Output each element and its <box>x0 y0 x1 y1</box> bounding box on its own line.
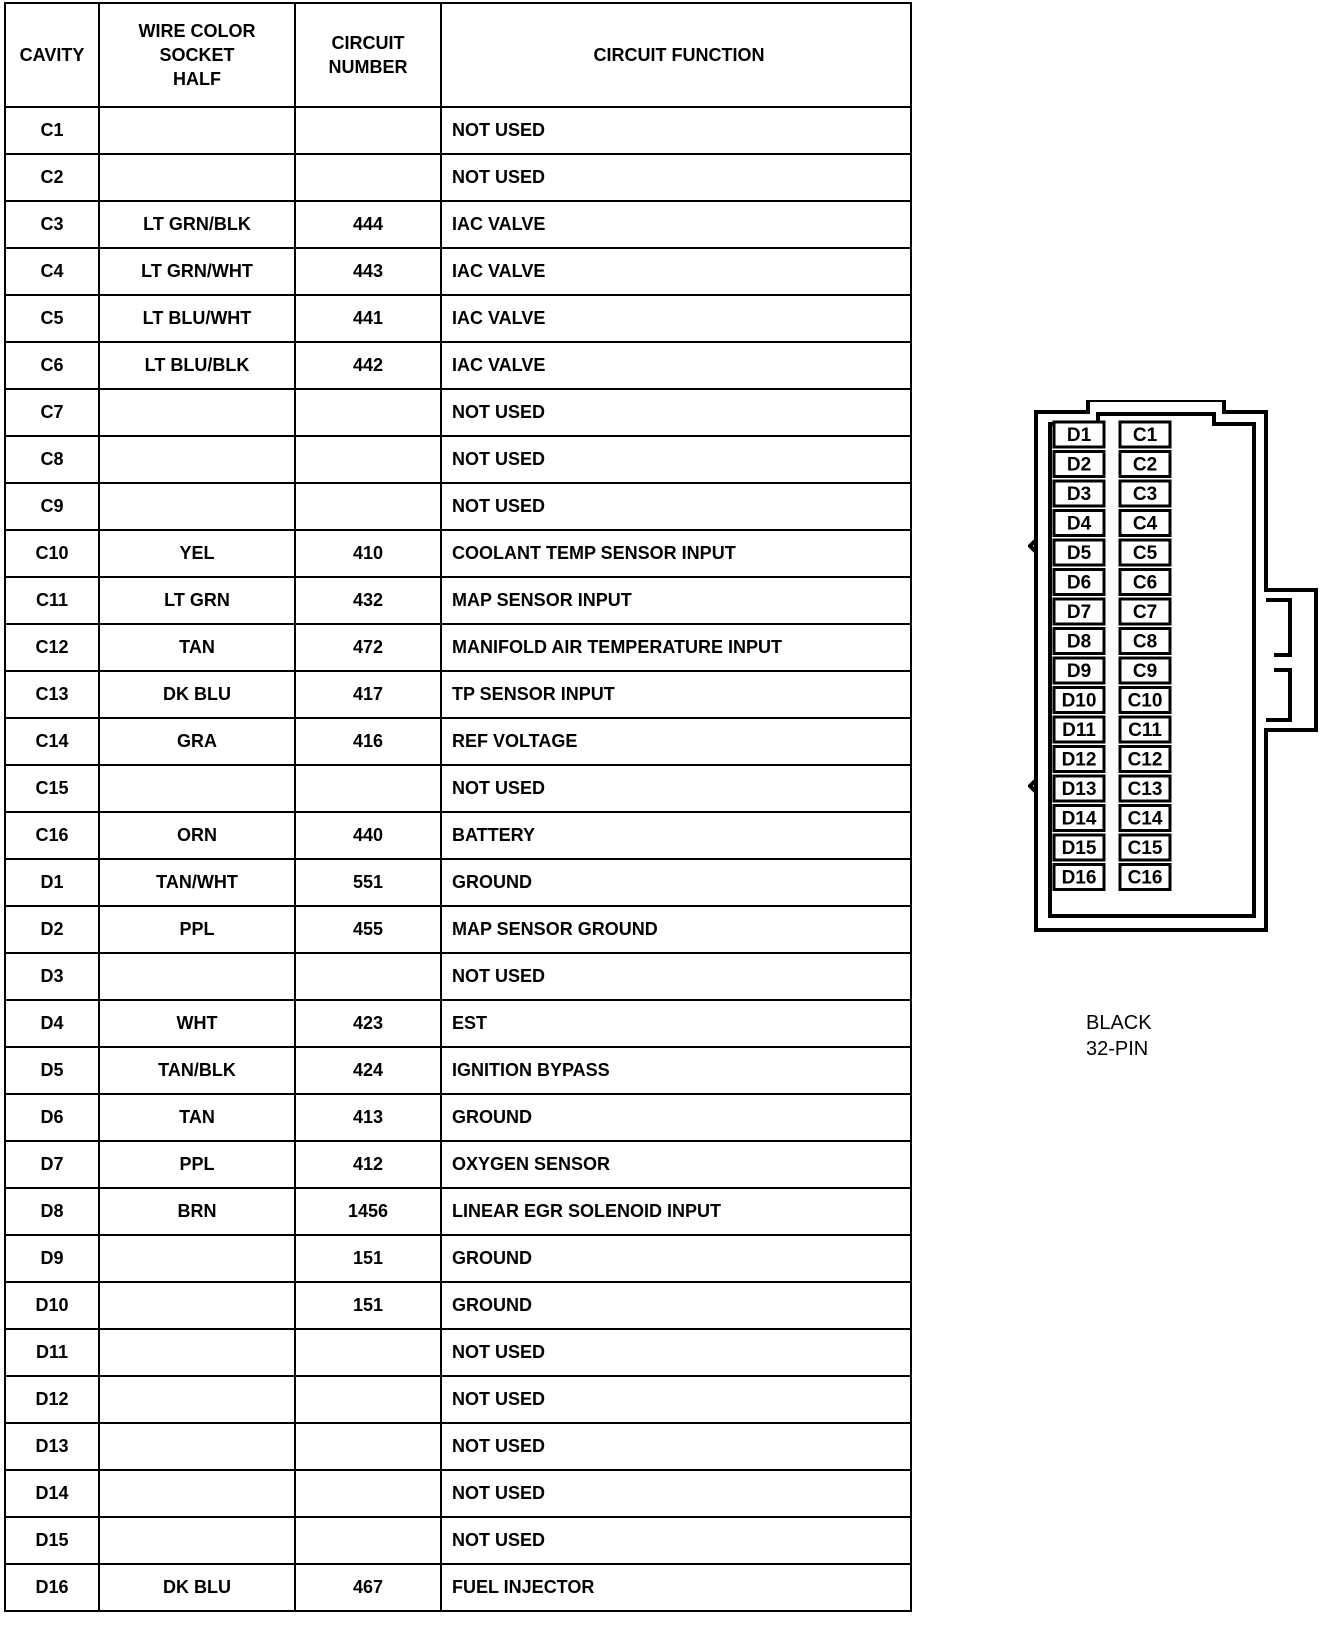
pin-label: C14 <box>1127 808 1163 830</box>
table-row <box>5 436 911 483</box>
circuit-number-cell: 443 <box>295 248 441 295</box>
circuit-number-cell: 551 <box>295 859 441 906</box>
cavity-cell: C16 <box>5 812 99 859</box>
cavity-cell: D2 <box>5 906 99 953</box>
circuit-function-cell: NOT USED <box>441 107 911 154</box>
wire-color-cell: DK BLU <box>99 671 295 718</box>
table-row <box>5 154 911 201</box>
pin-label: C10 <box>1127 690 1163 712</box>
cavity-cell: D16 <box>5 1564 99 1611</box>
circuit-number-cell: 1456 <box>295 1188 441 1235</box>
table-row <box>5 1282 911 1329</box>
cavity-cell: C2 <box>5 154 99 201</box>
table-row <box>5 342 911 389</box>
table-row <box>5 1188 911 1235</box>
cavity-cell: C6 <box>5 342 99 389</box>
wire-color-cell <box>99 765 295 812</box>
circuit-function-cell: IGNITION BYPASS <box>441 1047 911 1094</box>
pin-label: D3 <box>1066 484 1092 505</box>
table-row <box>5 812 911 859</box>
circuit-number-cell <box>295 154 441 201</box>
circuit-function-cell: NOT USED <box>441 154 911 201</box>
wire-color-cell <box>99 1235 295 1282</box>
pin-label: C6 <box>1132 572 1158 594</box>
cavity-cell: C4 <box>5 248 99 295</box>
cavity-cell: C1 <box>5 107 99 154</box>
wire-color-cell: PPL <box>99 1141 295 1188</box>
cavity-cell: C10 <box>5 530 99 577</box>
circuit-function-cell: NOT USED <box>441 1329 911 1376</box>
table-row <box>5 295 911 342</box>
wire-color-cell <box>99 107 295 154</box>
pin-label: D9 <box>1066 661 1092 682</box>
cavity-cell: D6 <box>5 1094 99 1141</box>
wire-color-cell: LT BLU/BLK <box>99 342 295 389</box>
circuit-number-cell <box>295 953 441 1000</box>
circuit-function-cell: MAP SENSOR INPUT <box>441 577 911 624</box>
pin-label: D8 <box>1066 631 1092 653</box>
circuit-number-cell <box>295 483 441 530</box>
circuit-function-cell: IAC VALVE <box>441 201 911 248</box>
circuit-function-cell: OXYGEN SENSOR <box>441 1141 911 1188</box>
circuit-function-cell: EST <box>441 1000 911 1047</box>
pin-label: D16 <box>1061 867 1097 889</box>
header-circuit-number <box>295 3 441 107</box>
connector-caption <box>1086 1010 1152 1062</box>
circuit-function-cell: GROUND <box>441 1094 911 1141</box>
table-row <box>5 483 911 530</box>
pin-label: C2 <box>1132 454 1158 476</box>
wire-color-cell <box>99 154 295 201</box>
cavity-cell: D8 <box>5 1188 99 1235</box>
table-row <box>5 718 911 765</box>
cavity-cell: C8 <box>5 436 99 483</box>
circuit-number-cell: 444 <box>295 201 441 248</box>
table-row <box>5 671 911 718</box>
wire-color-cell <box>99 483 295 530</box>
wire-color-cell: GRA <box>99 718 295 765</box>
pin-label: D5 <box>1066 543 1092 564</box>
cavity-cell: D4 <box>5 1000 99 1047</box>
wire-color-cell: DK BLU <box>99 1564 295 1611</box>
circuit-function-cell: MANIFOLD AIR TEMPERATURE INPUT <box>441 624 911 671</box>
circuit-number-cell: 423 <box>295 1000 441 1047</box>
table-row <box>5 1000 911 1047</box>
circuit-function-cell: NOT USED <box>441 765 911 812</box>
circuit-number-cell: 417 <box>295 671 441 718</box>
connector-pin-count-label: 32-PIN <box>1086 1038 1149 1060</box>
header-circuit-function: CIRCUIT FUNCTION <box>441 3 911 107</box>
table-row <box>5 1423 911 1470</box>
circuit-function-cell: LINEAR EGR SOLENOID INPUT <box>441 1188 911 1235</box>
pin-label: C13 <box>1127 779 1163 800</box>
wire-color-cell <box>99 1282 295 1329</box>
circuit-function-cell: NOT USED <box>441 1376 911 1423</box>
pin-label: D6 <box>1066 572 1092 594</box>
circuit-number-cell <box>295 1470 441 1517</box>
table-row <box>5 953 911 1000</box>
circuit-function-cell: NOT USED <box>441 436 911 483</box>
pin-label: D13 <box>1061 779 1097 800</box>
wire-color-cell: LT GRN <box>99 577 295 624</box>
cavity-cell: D5 <box>5 1047 99 1094</box>
table-row <box>5 201 911 248</box>
wire-color-cell <box>99 1376 295 1423</box>
pin-label: D12 <box>1061 749 1097 771</box>
table-row <box>5 530 911 577</box>
circuit-number-cell: 441 <box>295 295 441 342</box>
cavity-cell: D3 <box>5 953 99 1000</box>
table-row <box>5 624 911 671</box>
pin-label: C9 <box>1132 661 1158 682</box>
cavity-cell: C9 <box>5 483 99 530</box>
pinout-table <box>4 2 912 1612</box>
circuit-function-cell: IAC VALVE <box>441 295 911 342</box>
circuit-number-cell <box>295 765 441 812</box>
cavity-cell: C5 <box>5 295 99 342</box>
circuit-number-cell: 413 <box>295 1094 441 1141</box>
circuit-function-cell: GROUND <box>441 1235 911 1282</box>
circuit-number-cell <box>295 1423 441 1470</box>
circuit-function-cell: NOT USED <box>441 483 911 530</box>
circuit-function-cell: TP SENSOR INPUT <box>441 671 911 718</box>
circuit-function-cell: NOT USED <box>441 1470 911 1517</box>
cavity-cell: C13 <box>5 671 99 718</box>
circuit-number-cell: 442 <box>295 342 441 389</box>
pin-label: D11 <box>1062 720 1096 741</box>
pin-label: C3 <box>1132 484 1158 505</box>
pin-label: D7 <box>1066 602 1092 623</box>
cavity-cell: D14 <box>5 1470 99 1517</box>
circuit-function-cell: MAP SENSOR GROUND <box>441 906 911 953</box>
circuit-function-cell: GROUND <box>441 859 911 906</box>
wire-color-cell: LT BLU/WHT <box>99 295 295 342</box>
wire-color-cell: TAN <box>99 624 295 671</box>
wire-color-cell <box>99 1470 295 1517</box>
header-wire-color-line: WIRE COLOR <box>138 21 256 41</box>
header-circuit-number-line: CIRCUIT <box>331 33 405 53</box>
circuit-number-cell: 472 <box>295 624 441 671</box>
circuit-function-cell: IAC VALVE <box>441 342 911 389</box>
cavity-cell: D12 <box>5 1376 99 1423</box>
wire-color-cell: WHT <box>99 1000 295 1047</box>
table-row <box>5 1047 911 1094</box>
circuit-function-cell: NOT USED <box>441 389 911 436</box>
pin-label: D10 <box>1061 690 1097 712</box>
header-wire-color <box>99 3 295 107</box>
pin-label: C16 <box>1127 867 1163 889</box>
circuit-function-cell: REF VOLTAGE <box>441 718 911 765</box>
circuit-number-cell <box>295 436 441 483</box>
table-row <box>5 1235 911 1282</box>
cavity-cell: D15 <box>5 1517 99 1564</box>
table-row <box>5 906 911 953</box>
table-row <box>5 107 911 154</box>
pin-label: C11 <box>1128 720 1162 741</box>
cavity-cell: D13 <box>5 1423 99 1470</box>
pin-label: C15 <box>1127 838 1163 859</box>
header-cavity: CAVITY <box>5 3 99 107</box>
circuit-number-cell: 440 <box>295 812 441 859</box>
table-row <box>5 1329 911 1376</box>
wire-color-cell <box>99 1329 295 1376</box>
wire-color-cell <box>99 953 295 1000</box>
circuit-number-cell: 467 <box>295 1564 441 1611</box>
connector-color-label: BLACK <box>1086 1012 1152 1034</box>
table-row <box>5 1376 911 1423</box>
pin-label: D1 <box>1066 425 1092 446</box>
table-row <box>5 389 911 436</box>
pin-label: D4 <box>1066 513 1092 535</box>
circuit-number-cell <box>295 1517 441 1564</box>
circuit-number-cell <box>295 389 441 436</box>
circuit-function-cell: BATTERY <box>441 812 911 859</box>
pin-label: C4 <box>1132 513 1158 535</box>
table-row <box>5 1564 911 1611</box>
wire-color-cell: LT GRN/BLK <box>99 201 295 248</box>
circuit-function-cell: COOLANT TEMP SENSOR INPUT <box>441 530 911 577</box>
table-row <box>5 765 911 812</box>
circuit-number-cell <box>295 1329 441 1376</box>
wire-color-cell: BRN <box>99 1188 295 1235</box>
pin-label: D14 <box>1061 808 1097 830</box>
circuit-function-cell: FUEL INJECTOR <box>441 1564 911 1611</box>
wire-color-cell <box>99 1423 295 1470</box>
wire-color-cell: TAN/BLK <box>99 1047 295 1094</box>
pin-label: D2 <box>1066 454 1092 476</box>
wire-color-cell: LT GRN/WHT <box>99 248 295 295</box>
cavity-cell: C15 <box>5 765 99 812</box>
pin-label: C7 <box>1132 602 1158 623</box>
wire-color-cell: YEL <box>99 530 295 577</box>
cavity-cell: C12 <box>5 624 99 671</box>
cavity-cell: D11 <box>5 1329 99 1376</box>
table-row <box>5 1094 911 1141</box>
table-row <box>5 248 911 295</box>
pin-label: D15 <box>1061 838 1097 859</box>
pin-label: C1 <box>1132 425 1158 446</box>
table-row <box>5 1470 911 1517</box>
cavity-cell: D10 <box>5 1282 99 1329</box>
cavity-cell: C14 <box>5 718 99 765</box>
header-circuit-number-line: NUMBER <box>328 57 408 77</box>
header-wire-color-line: SOCKET <box>159 45 235 65</box>
wire-color-cell: TAN <box>99 1094 295 1141</box>
wire-color-cell: ORN <box>99 812 295 859</box>
cavity-cell: D9 <box>5 1235 99 1282</box>
table-header-row <box>5 3 911 107</box>
circuit-function-cell: NOT USED <box>441 1423 911 1470</box>
table-row <box>5 577 911 624</box>
circuit-number-cell <box>295 1376 441 1423</box>
circuit-number-cell <box>295 107 441 154</box>
wire-color-cell <box>99 389 295 436</box>
cavity-cell: C3 <box>5 201 99 248</box>
cavity-cell: C11 <box>5 577 99 624</box>
circuit-number-cell: 424 <box>295 1047 441 1094</box>
circuit-function-cell: NOT USED <box>441 953 911 1000</box>
pin-label: C12 <box>1127 749 1163 771</box>
cavity-cell: D1 <box>5 859 99 906</box>
wire-color-cell <box>99 1517 295 1564</box>
cavity-cell: C7 <box>5 389 99 436</box>
d-pin-column <box>1054 422 1104 890</box>
cavity-cell: D7 <box>5 1141 99 1188</box>
circuit-number-cell: 151 <box>295 1282 441 1329</box>
header-wire-color-line: HALF <box>173 69 221 89</box>
c-pin-column <box>1120 422 1170 890</box>
wire-color-cell: TAN/WHT <box>99 859 295 906</box>
wire-color-cell: PPL <box>99 906 295 953</box>
circuit-number-cell: 151 <box>295 1235 441 1282</box>
circuit-number-cell: 432 <box>295 577 441 624</box>
circuit-function-cell: IAC VALVE <box>441 248 911 295</box>
circuit-number-cell: 412 <box>295 1141 441 1188</box>
pin-label: C5 <box>1132 543 1158 564</box>
circuit-number-cell: 410 <box>295 530 441 577</box>
circuit-function-cell: GROUND <box>441 1282 911 1329</box>
circuit-number-cell: 455 <box>295 906 441 953</box>
circuit-number-cell: 416 <box>295 718 441 765</box>
table-row <box>5 1141 911 1188</box>
table-row <box>5 859 911 906</box>
pin-label: C8 <box>1132 631 1158 653</box>
wire-color-cell <box>99 436 295 483</box>
connector-diagram <box>1028 400 1328 960</box>
table-row <box>5 1517 911 1564</box>
circuit-function-cell: NOT USED <box>441 1517 911 1564</box>
